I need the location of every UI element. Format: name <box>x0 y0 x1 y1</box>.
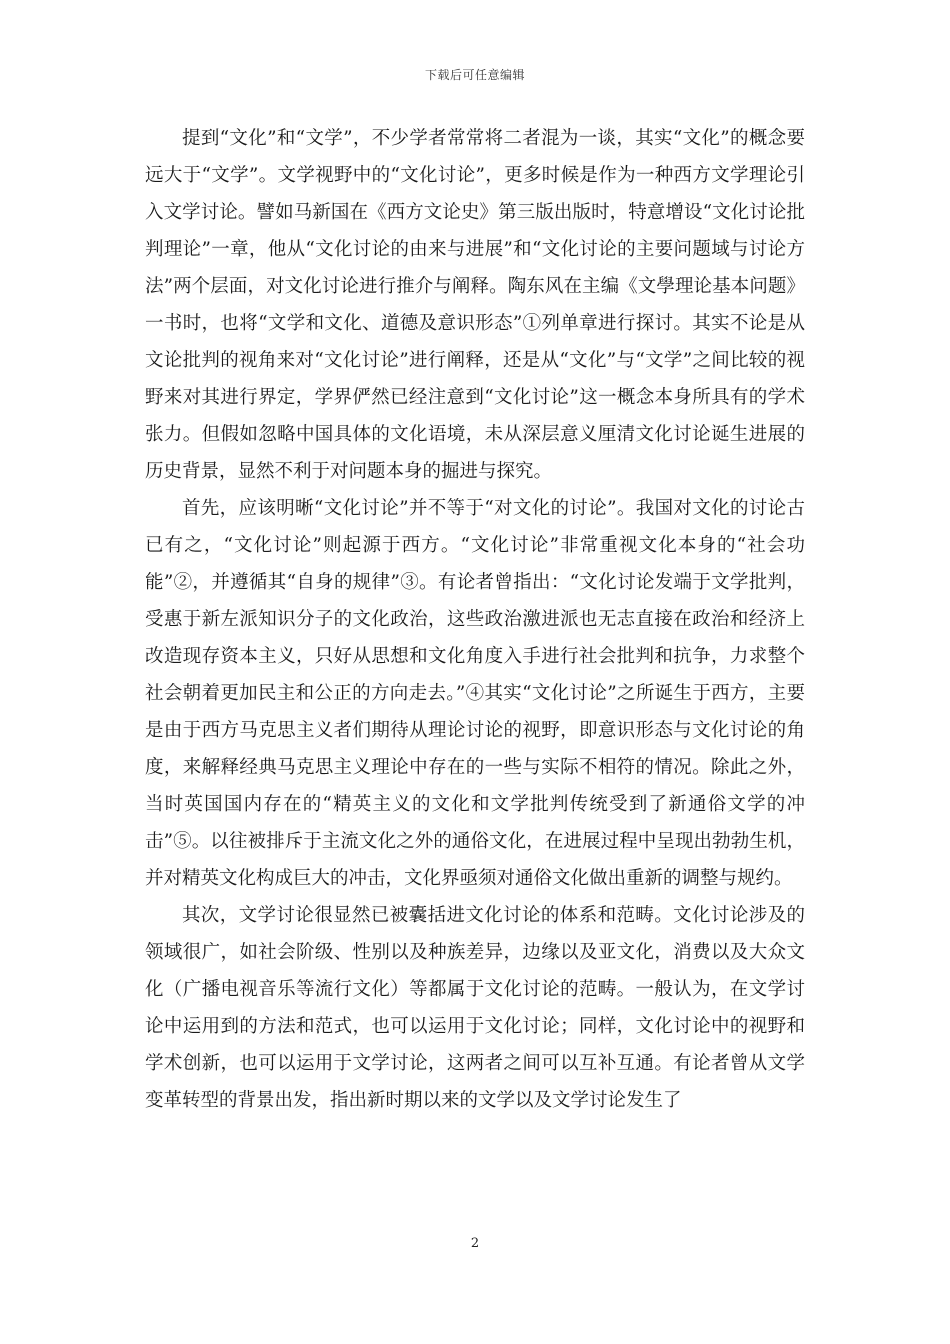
page-number: 2 <box>470 1236 480 1251</box>
document-body <box>145 120 805 1119</box>
paragraph-1: 提到“文化”和“文学”，不少学者常常将二者混为一谈，其实“文化”的概念要远大于“文学”。文学视野中的“文化讨论”，更多时候是作为一种西方文学理论引入文学讨论。譬如马新国在《西方文论史》第三版出版时，特意增设“文化讨论批判理论”一章，他从“文化讨论的由来与进展”和“文化讨论的主要问题域与讨论方法”两个层面，对文化讨论进行推介与阐释。陶东风在主编《文學理论基本问题》一书时，也将“文学和文化、道德及意识形态”①列单章进行探讨。其实不论是从文论批判的视角来对“文化讨论”进行阐释，还是从“文化”与“文学”之间比较的视野来对其进行界定，学界俨然已经注意到“文化讨论”这一概念本身所具有的学术张力。但假如忽略中国具体的文化语境，未从深层意义厘清文化讨论诞生进展的历史背景，显然不利于对问题本身的掘进与探究。 <box>145 128 805 482</box>
paragraph-3: 其次，文学讨论很显然已被囊括进文化讨论的体系和范畴。文化讨论涉及的领域很广，如社会阶级、性别以及种族差异，边缘以及亚文化，消费以及大众文化（广播电视音乐等流行文化）等都属于文化讨论的范畴。一般认为，在文学讨论中运用到的方法和范式，也可以运用于文化讨论；同样，文化讨论中的视野和学术创新，也可以运用于文学讨论，这两者之间可以互补互通。有论者曾从文学变革转型的背景出发，指出新时期以来的文学以及文学讨论发生了 <box>145 905 805 1111</box>
paragraph-2: 首先，应该明晰“文化讨论”并不等于“对文化的讨论”。我国对文化的讨论古已有之，“文化讨论”则起源于西方。“文化讨论”非常重视文化本身的“社会功能”②，并遵循其“自身的规律”③。有论者曾指出：“文化讨论发端于文学批判，受惠于新左派知识分子的文化政治，这些政治激进派也无志直接在政治和经济上改造现存资本主义，只好从思想和文化角度入手进行社会批判和抗争，力求整个社会朝着更加民主和公正的方向走去。”④其实“文化讨论”之所诞生于西方，主要是由于西方马克思主义者们期待从理论讨论的视野，即意识形态与文化讨论的角度，来解释经典马克思主义理论中存在的一些与实际不相符的情况。除此之外，当时英国国内存在的“精英主义的文化和文学批判传统受到了新通俗文学的冲击”⑤。以往被排斥于主流文化之外的通俗文化，在进展过程中呈现出勃勃生机，并对精英文化构成巨大的冲击，文化界亟须对通俗文化做出重新的调整与规约。 <box>145 498 805 889</box>
page-header: 下载后可任意编辑 <box>424 68 525 82</box>
